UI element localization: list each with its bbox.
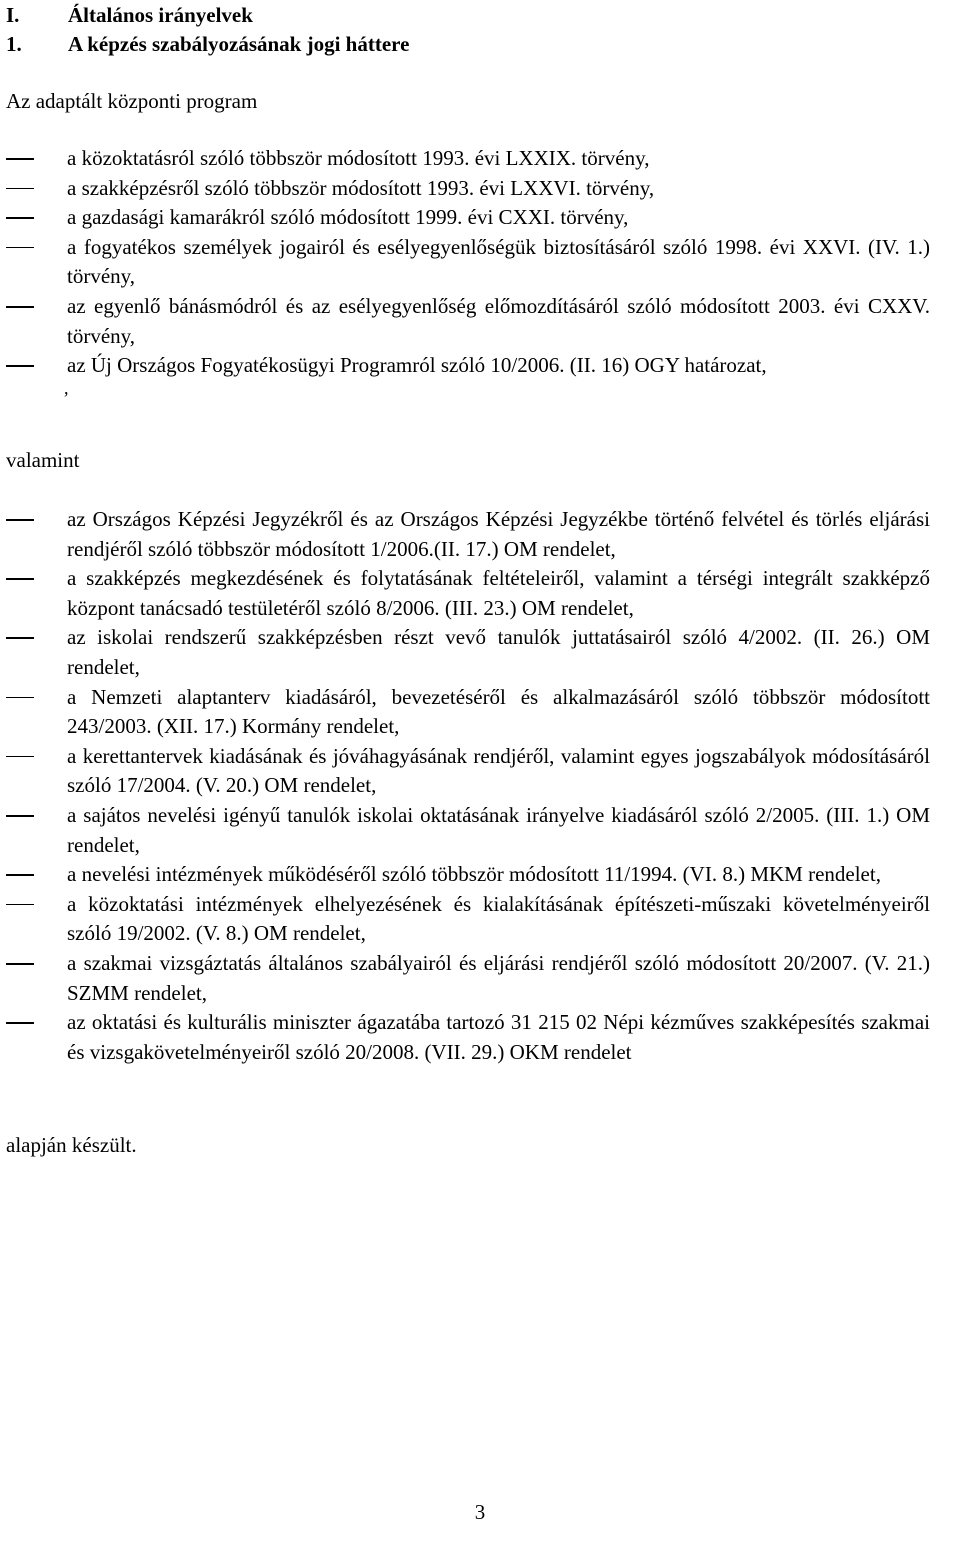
list-item-text: az Új Országos Fogyatékosügyi Programról szóló 10/2006. (II. 16) OGY határozat, [67,353,767,378]
list-item [0,174,960,204]
dash-bullet [6,519,34,521]
dash-bullet [6,578,34,580]
list-item [0,623,960,682]
list-item-text: a kerettantervek kiadásának és jóváhagyásának rendjéről, valamint egyes jogszabályok módosításáról szóló 17/2004. (V. 20.) OM rendelet, [67,743,930,798]
list-item [0,233,960,292]
list-item [0,203,960,233]
list-item-text: a közoktatási intézmények elhelyezésének és kialakításának építészeti-műszaki követelményeiről szóló 19/2002. (V. 8.) OM rendelet, [67,891,930,946]
list-item [0,949,960,1008]
dash-bullet [6,756,34,758]
list-item [0,890,960,949]
list-item-text: a szakképzésről szóló többször módosított 1993. évi LXXVI. törvény, [67,175,655,200]
dash-bullet [6,247,34,249]
page-number: 3 [474,1500,486,1524]
dash-bullet [6,963,34,965]
list-item-text: a közoktatásról szóló többször módosított 1993. évi LXXIX. törvény, [67,146,650,170]
dash-bullet [6,815,34,817]
list-item [0,144,960,174]
list-item-text: a Nemzeti alaptanterv kiadásáról, bevezetéséről és alkalmazásáról szóló többször módosított 243/2003. (XII. 17.) Kormány rendelet, [67,684,930,739]
dash-bullet [6,904,34,906]
list-item [0,801,960,860]
regulation-list [0,505,960,1067]
list-item-text: a szakmai vizsgáztatás általános szabályairól és eljárási rendjéről szóló módosított 20/2007. (V. 21.) SZMM rendelet, [67,950,930,1005]
section-number: 1. [6,32,22,56]
list-item [0,683,960,742]
list-item [0,292,960,351]
list-item-text: a sajátos nevelési igényű tanulók iskolai oktatásának irányelve kiadásáról szóló 2/2005. (III. 1.) OM rendelet, [67,802,930,857]
list-item-text: a gazdasági kamarákról szóló módosított 1999. évi CXXI. törvény, [67,205,629,230]
dash-bullet [6,874,34,876]
dash-bullet [6,217,34,219]
intro-text: Az adaptált központi program [6,89,258,113]
stray-comma: , [64,378,69,398]
chapter-number: I. [6,3,20,27]
valamint-text: valamint [6,448,80,472]
dash-bullet [6,637,34,639]
list-item-text: az iskolai rendszerű szakképzésben részt vevő tanulók juttatásairól szóló 4/2002. (II. 26.) OM rendelet, [67,625,930,679]
closing-text: alapján készült. [6,1133,137,1157]
list-item-text: az Országos Képzési Jegyzékről és az Országos Képzési Jegyzékbe történő felvétel és törlés eljárási rendjéről szóló többször módosított 1/2006.(II. 17.) OM rendelet, [67,507,930,561]
dash-bullet [6,306,34,308]
list-item [0,351,960,381]
list-item [0,505,960,564]
list-item-text: az egyenlő bánásmódról és az esélyegyenlőség előmozdításáról szóló módosított 2003. évi CXXV. törvény, [67,293,930,348]
dash-bullet [6,188,34,190]
list-item-text: a nevelési intézmények működéséről szóló többször módosított 11/1994. (VI. 8.) MKM rendelet, [67,862,881,887]
list-item [0,860,960,890]
chapter-heading [6,1,253,30]
list-item [0,742,960,801]
dash-bullet [6,1022,34,1024]
dash-bullet [6,365,34,367]
chapter-title: Általános irányelvek [68,3,253,27]
list-item-text: a szakképzés megkezdésének és folytatásának feltételeiről, valamint a térségi integrált szakképző központ tanácsadó testületéről szóló 8/2006. (III. 23.) OM rendelet, [67,566,930,620]
law-list [0,144,960,381]
list-item [0,564,960,623]
section-heading [6,30,409,59]
dash-bullet [6,158,34,160]
list-item-text: a fogyatékos személyek jogairól és esélyegyenlőségük biztosításáról szóló 1998. évi XXVI. (IV. 1.) törvény, [67,234,930,289]
dash-bullet [6,697,34,699]
section-title: A képzés szabályozásának jogi háttere [68,32,410,56]
list-item-text: az oktatási és kulturális miniszter ágazatába tartozó 31 215 02 Népi kézműves szakképesítés szakmai és vizsgakövetelményeiről szóló 20/2008. (VII. 29.) OKM rendelet [67,1010,930,1064]
list-item [0,1008,960,1067]
